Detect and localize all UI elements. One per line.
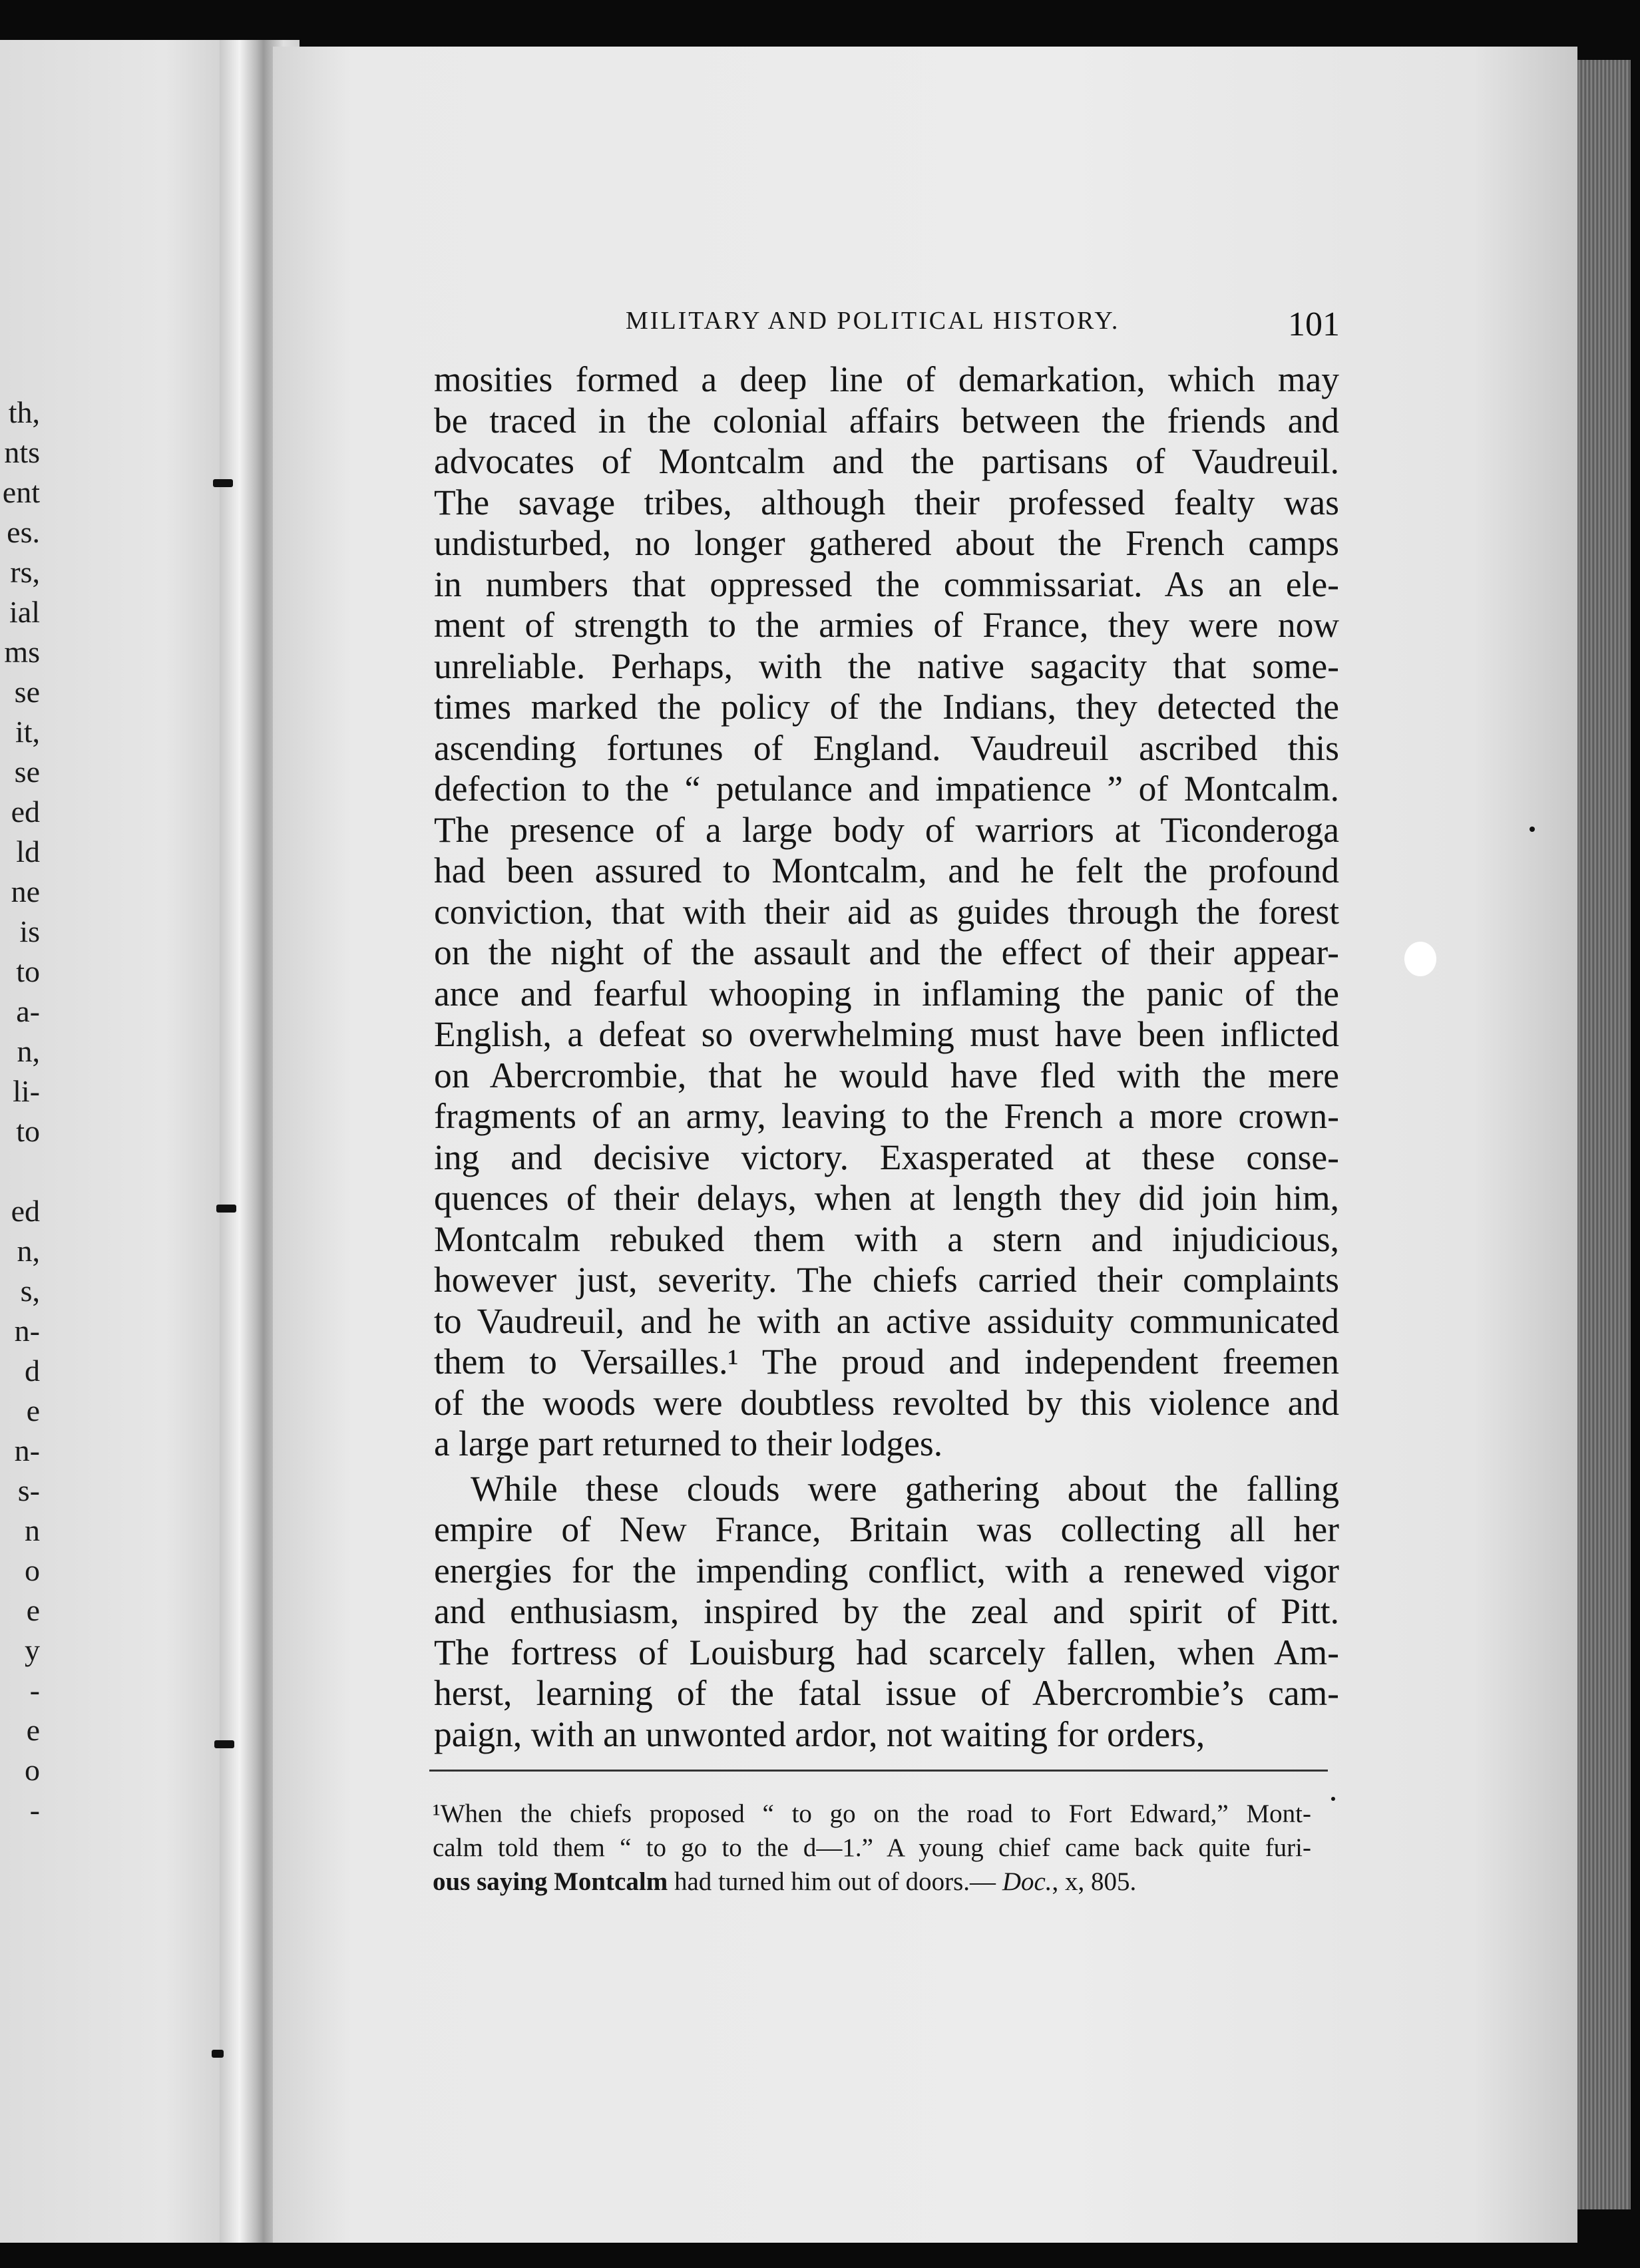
text-line: paign, with an unwonted ardor, not waiting for orders, [434, 1714, 1205, 1754]
left-page-fragment: ent [2, 475, 40, 509]
left-page-fragment: s- [17, 1473, 40, 1507]
left-page-fragment: rs, [10, 555, 40, 589]
left-page-fragment: n [25, 1513, 40, 1547]
footnote-text: , x, 805. [1052, 1867, 1137, 1896]
left-page-fragment: ed [11, 1194, 40, 1228]
footnote-citation: Doc. [1002, 1867, 1052, 1896]
footnote-bold-text: ous saying Montcalm [433, 1867, 668, 1896]
gutter-mark [214, 1740, 234, 1748]
text-line: English, a defeat so overwhelming must have been inflicted [434, 1014, 1339, 1054]
text-line: energies for the impending conflict, with a renewed vigor [434, 1550, 1339, 1591]
text-line: mosities formed a deep line of demarkation, which may [434, 359, 1339, 399]
gutter-mark [212, 2050, 224, 2058]
left-page-fragment: o [25, 1753, 40, 1787]
page-dot [1331, 1797, 1335, 1801]
left-page-fragment: - [29, 1793, 40, 1827]
text-line: defection to the “ petulance and impatience ” of Montcalm. [434, 769, 1339, 809]
footnote [433, 1797, 1311, 1899]
left-page-fragment: ial [9, 595, 40, 629]
left-page-fragment: n- [14, 1433, 40, 1467]
text-line: Montcalm rebuked them with a stern and injudicious, [434, 1219, 1339, 1259]
text-line: times marked the policy of the Indians, they detected the [434, 687, 1339, 727]
text-line: The fortress of Louisburg had scarcely fallen, when Am- [434, 1632, 1339, 1672]
text-line: advocates of Montcalm and the partisans of Vaudreuil. [434, 441, 1339, 481]
page-number: 101 [1288, 305, 1340, 343]
left-page-fragment: to [16, 1114, 40, 1148]
text-line: ment of strength to the armies of France, they were now [434, 605, 1339, 645]
text-line: herst, learning of the fatal issue of Abercrombie’s cam- [434, 1673, 1339, 1713]
left-page-text-fragments [0, 393, 40, 1830]
left-page-fragment: y [25, 1633, 40, 1667]
text-line: in numbers that oppressed the commissariat. As an ele- [434, 564, 1339, 604]
footnote-line: ¹When the chiefs proposed “ to go on the road to Fort Edward,” Mont- [433, 1799, 1311, 1828]
text-line: a large part returned to their lodges. [434, 1423, 943, 1463]
left-page-fragment: li- [13, 1074, 40, 1108]
text-line: however just, severity. The chiefs carried their complaints [434, 1260, 1339, 1300]
page-dot [1530, 827, 1535, 832]
left-page-fragment: a- [16, 994, 40, 1028]
left-page-fragment: es. [7, 515, 40, 549]
text-line: undisturbed, no longer gathered about the French camps [434, 523, 1339, 563]
page-edge [1577, 60, 1631, 2209]
paper-speck [1404, 942, 1436, 976]
left-page-fragment: nts [4, 435, 40, 469]
left-page-fragment: d [25, 1354, 40, 1388]
left-page-fragment: to [16, 954, 40, 988]
left-page-fragment: n, [17, 1034, 40, 1068]
text-line: unreliable. Perhaps, with the native sagacity that some- [434, 646, 1339, 686]
left-page-fragment: it, [15, 715, 40, 749]
left-page-fragment: - [29, 1673, 40, 1707]
paragraph-2 [434, 1469, 1339, 1756]
left-page-fragment: se [14, 675, 40, 709]
footnote-line: calm told them “ to go to the d—1.” A young chief came back quite furi- [433, 1833, 1311, 1862]
text-line: The savage tribes, although their professed fealty was [434, 482, 1339, 522]
left-page-fragment: e [26, 1394, 40, 1427]
text-line: be traced in the colonial affairs between the friends and [434, 400, 1339, 441]
footnote-text: had turned him out of doors.— [668, 1867, 1002, 1896]
body-text [434, 359, 1339, 1755]
text-line: and enthusiasm, inspired by the zeal and spirit of Pitt. [434, 1591, 1339, 1631]
text-line: to Vaudreuil, and he with an active assiduity communicated [434, 1300, 1339, 1341]
text-line: empire of New France, Britain was collecting all her [434, 1509, 1339, 1549]
left-page-fragment: ed [11, 795, 40, 829]
left-page-fragment: e [26, 1593, 40, 1627]
text-line: ascending fortunes of England. Vaudreuil ascribed this [434, 727, 1339, 768]
left-page-fragment: se [14, 755, 40, 789]
left-page-fragment: ld [16, 835, 40, 868]
text-line: While these clouds were gathering about the falling [471, 1468, 1339, 1509]
left-facing-page [0, 40, 236, 2243]
text-line: The presence of a large body of warriors at Ticonderoga [434, 809, 1339, 850]
footnote-line [433, 1865, 1311, 1899]
left-page-fragment: ne [11, 874, 40, 908]
left-page-fragment: n- [14, 1314, 40, 1348]
text-line: conviction, that with their aid as guides through the forest [434, 891, 1339, 932]
left-page-fragment [0, 1151, 40, 1191]
text-line: of the woods were doubtless revolted by this violence and [434, 1382, 1339, 1423]
text-line: them to Versailles.¹ The proud and independent freemen [434, 1342, 1339, 1382]
footnote-rule [429, 1770, 1328, 1772]
left-page-fragment: th, [8, 395, 40, 429]
gutter-mark [216, 1205, 236, 1213]
gutter-mark [213, 479, 233, 487]
left-page-fragment: s, [20, 1274, 40, 1308]
running-head: MILITARY AND POLITICAL HISTORY. [626, 307, 1120, 335]
paragraph-1 [434, 359, 1339, 1465]
text-line: on the night of the assault and the effect of their appear- [434, 932, 1339, 972]
text-line: quences of their delays, when at length they did join him, [434, 1178, 1339, 1218]
left-page-fragment: n, [17, 1234, 40, 1268]
left-page-fragment: is [19, 914, 40, 948]
text-line: ance and fearful whooping in inflaming the panic of the [434, 973, 1339, 1014]
left-page-fragment: ms [4, 635, 40, 669]
text-line: ing and decisive victory. Exasperated at these conse- [434, 1137, 1339, 1177]
text-line: fragments of an army, leaving to the French a more crown- [434, 1096, 1339, 1136]
left-page-fragment: e [26, 1713, 40, 1747]
text-line: had been assured to Montcalm, and he felt the profound [434, 850, 1339, 890]
text-line: on Abercrombie, that he would have fled with the mere [434, 1055, 1339, 1095]
left-page-fragment: o [25, 1553, 40, 1587]
